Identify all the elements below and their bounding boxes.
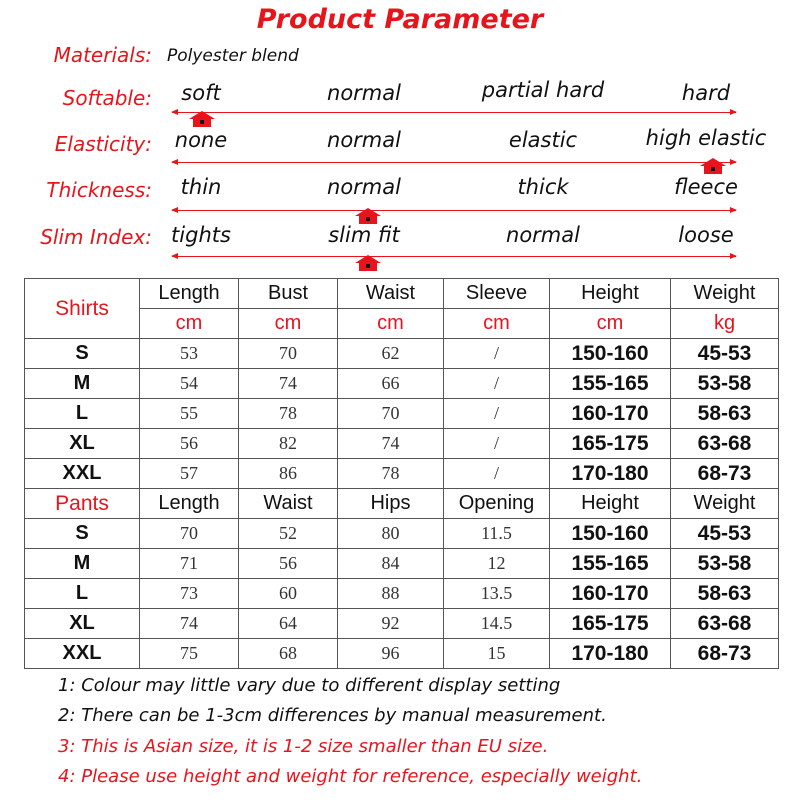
table-cell: 75 — [140, 639, 239, 669]
table-cell: 66 — [338, 369, 444, 399]
table-cell: 71 — [140, 549, 239, 579]
note-2: 2: There can be 1-3cm differences by manual measurement. — [58, 705, 607, 726]
table-row — [25, 459, 779, 489]
unit-height: cm — [550, 309, 671, 339]
pants-title: Pants — [25, 489, 140, 519]
pants-header-row — [25, 489, 779, 519]
unit-waist: cm — [338, 309, 444, 339]
shirts-header-length: Length — [140, 279, 239, 309]
slim-index-scale-line — [172, 256, 736, 257]
table-cell: 64 — [239, 609, 338, 639]
size-label: M — [25, 369, 140, 399]
shirts-header-waist: Waist — [338, 279, 444, 309]
table-cell: 45-53 — [671, 339, 779, 369]
table-cell: 155-165 — [550, 549, 671, 579]
table-cell: 86 — [239, 459, 338, 489]
thickness-label: Thickness: — [46, 178, 152, 202]
softable-label: Softable: — [62, 86, 152, 110]
table-cell: / — [444, 429, 550, 459]
size-label: XXL — [25, 459, 140, 489]
shirts-header-row — [25, 279, 779, 309]
table-cell: / — [444, 399, 550, 429]
table-cell: 150-160 — [550, 519, 671, 549]
table-cell: 160-170 — [550, 579, 671, 609]
size-label: L — [25, 579, 140, 609]
thickness-option-1: thin — [180, 175, 222, 199]
pants-header-height: Height — [550, 489, 671, 519]
note-1: 1: Colour may little vary due to different display setting — [58, 675, 561, 696]
softable-option-3: partial hard — [481, 78, 605, 102]
softable-option-1: soft — [181, 81, 221, 105]
table-cell: 78 — [338, 459, 444, 489]
elasticity-option-2: normal — [327, 128, 401, 152]
elasticity-label: Elasticity: — [54, 132, 152, 156]
size-chart-table — [24, 278, 779, 669]
table-cell: 82 — [239, 429, 338, 459]
table-cell: 56 — [140, 429, 239, 459]
table-row — [25, 639, 779, 669]
table-cell: 55 — [140, 399, 239, 429]
slim-index-option-1: tights — [171, 223, 231, 247]
elasticity-indicator-icon — [700, 158, 726, 174]
shirts-header-sleeve: Sleeve — [444, 279, 550, 309]
table-row — [25, 579, 779, 609]
table-cell: 54 — [140, 369, 239, 399]
table-cell: 165-175 — [550, 609, 671, 639]
table-cell: 78 — [239, 399, 338, 429]
size-label: XL — [25, 609, 140, 639]
unit-weight: kg — [671, 309, 779, 339]
table-cell: 68-73 — [671, 639, 779, 669]
table-cell: 58-63 — [671, 579, 779, 609]
pants-header-length: Length — [140, 489, 239, 519]
table-cell: 74 — [239, 369, 338, 399]
table-row — [25, 339, 779, 369]
table-cell: 80 — [338, 519, 444, 549]
table-cell: 70 — [239, 339, 338, 369]
table-cell: 53 — [140, 339, 239, 369]
shirts-header-height: Height — [550, 279, 671, 309]
slim-index-option-4: loose — [678, 223, 734, 247]
table-cell: 56 — [239, 549, 338, 579]
table-cell: 68-73 — [671, 459, 779, 489]
slim-index-option-2: slim fit — [328, 223, 400, 247]
note-3: 3: This is Asian size, it is 1-2 size smaller than EU size. — [58, 736, 549, 757]
table-cell: 45-53 — [671, 519, 779, 549]
elasticity-option-3: elastic — [508, 128, 578, 152]
materials-value: Polyester blend — [167, 46, 299, 66]
thickness-option-2: normal — [327, 175, 401, 199]
size-label: M — [25, 549, 140, 579]
shirts-header-weight: Weight — [671, 279, 779, 309]
page-title: Product Parameter — [256, 4, 544, 35]
size-label: XL — [25, 429, 140, 459]
table-cell: 165-175 — [550, 429, 671, 459]
table-cell: 88 — [338, 579, 444, 609]
table-cell: 15 — [444, 639, 550, 669]
softable-scale-line — [172, 112, 736, 113]
table-cell: 160-170 — [550, 399, 671, 429]
table-cell: 84 — [338, 549, 444, 579]
softable-option-4: hard — [681, 81, 731, 105]
table-cell: 170-180 — [550, 459, 671, 489]
elasticity-option-4: high elastic — [645, 126, 767, 150]
thickness-option-3: thick — [517, 175, 569, 199]
shirts-title: Shirts — [25, 279, 140, 339]
table-cell: 68 — [239, 639, 338, 669]
table-cell: 57 — [140, 459, 239, 489]
table-cell: 14.5 — [444, 609, 550, 639]
table-cell: 62 — [338, 339, 444, 369]
slim-index-option-3: normal — [506, 223, 580, 247]
table-cell: 12 — [444, 549, 550, 579]
softable-option-2: normal — [327, 81, 401, 105]
table-cell: 70 — [338, 399, 444, 429]
table-cell: / — [444, 459, 550, 489]
table-cell: 60 — [239, 579, 338, 609]
size-label: S — [25, 339, 140, 369]
pants-header-opening: Opening — [444, 489, 550, 519]
note-4: 4: Please use height and weight for reference, especially weight. — [58, 766, 643, 787]
table-cell: 63-68 — [671, 609, 779, 639]
table-row — [25, 609, 779, 639]
pants-header-weight: Weight — [671, 489, 779, 519]
table-cell: 53-58 — [671, 549, 779, 579]
slim-index-label: Slim Index: — [40, 225, 152, 249]
thickness-option-4: fleece — [674, 175, 738, 199]
table-row — [25, 399, 779, 429]
table-cell: 150-160 — [550, 339, 671, 369]
table-cell: 92 — [338, 609, 444, 639]
shirts-header-bust: Bust — [239, 279, 338, 309]
pants-header-hips: Hips — [338, 489, 444, 519]
table-cell: 58-63 — [671, 399, 779, 429]
table-row — [25, 429, 779, 459]
slim-index-indicator-icon — [355, 255, 381, 271]
table-cell: 13.5 — [444, 579, 550, 609]
pants-header-waist: Waist — [239, 489, 338, 519]
size-label: S — [25, 519, 140, 549]
table-row — [25, 549, 779, 579]
unit-sleeve: cm — [444, 309, 550, 339]
table-cell: 52 — [239, 519, 338, 549]
table-row — [25, 519, 779, 549]
size-label: L — [25, 399, 140, 429]
elasticity-scale-line — [172, 162, 736, 163]
materials-label: Materials: — [53, 43, 152, 67]
thickness-indicator-icon — [355, 208, 381, 224]
table-cell: 96 — [338, 639, 444, 669]
table-cell: 73 — [140, 579, 239, 609]
table-cell: 11.5 — [444, 519, 550, 549]
table-cell: 74 — [140, 609, 239, 639]
table-cell: 63-68 — [671, 429, 779, 459]
table-cell: 155-165 — [550, 369, 671, 399]
thickness-scale-line — [172, 210, 736, 211]
table-cell: 170-180 — [550, 639, 671, 669]
size-label: XXL — [25, 639, 140, 669]
unit-length: cm — [140, 309, 239, 339]
elasticity-option-1: none — [174, 128, 228, 152]
table-cell: / — [444, 369, 550, 399]
softable-indicator-icon — [189, 111, 215, 127]
table-cell: 74 — [338, 429, 444, 459]
table-cell: / — [444, 339, 550, 369]
table-row — [25, 369, 779, 399]
table-cell: 53-58 — [671, 369, 779, 399]
table-cell: 70 — [140, 519, 239, 549]
unit-bust: cm — [239, 309, 338, 339]
